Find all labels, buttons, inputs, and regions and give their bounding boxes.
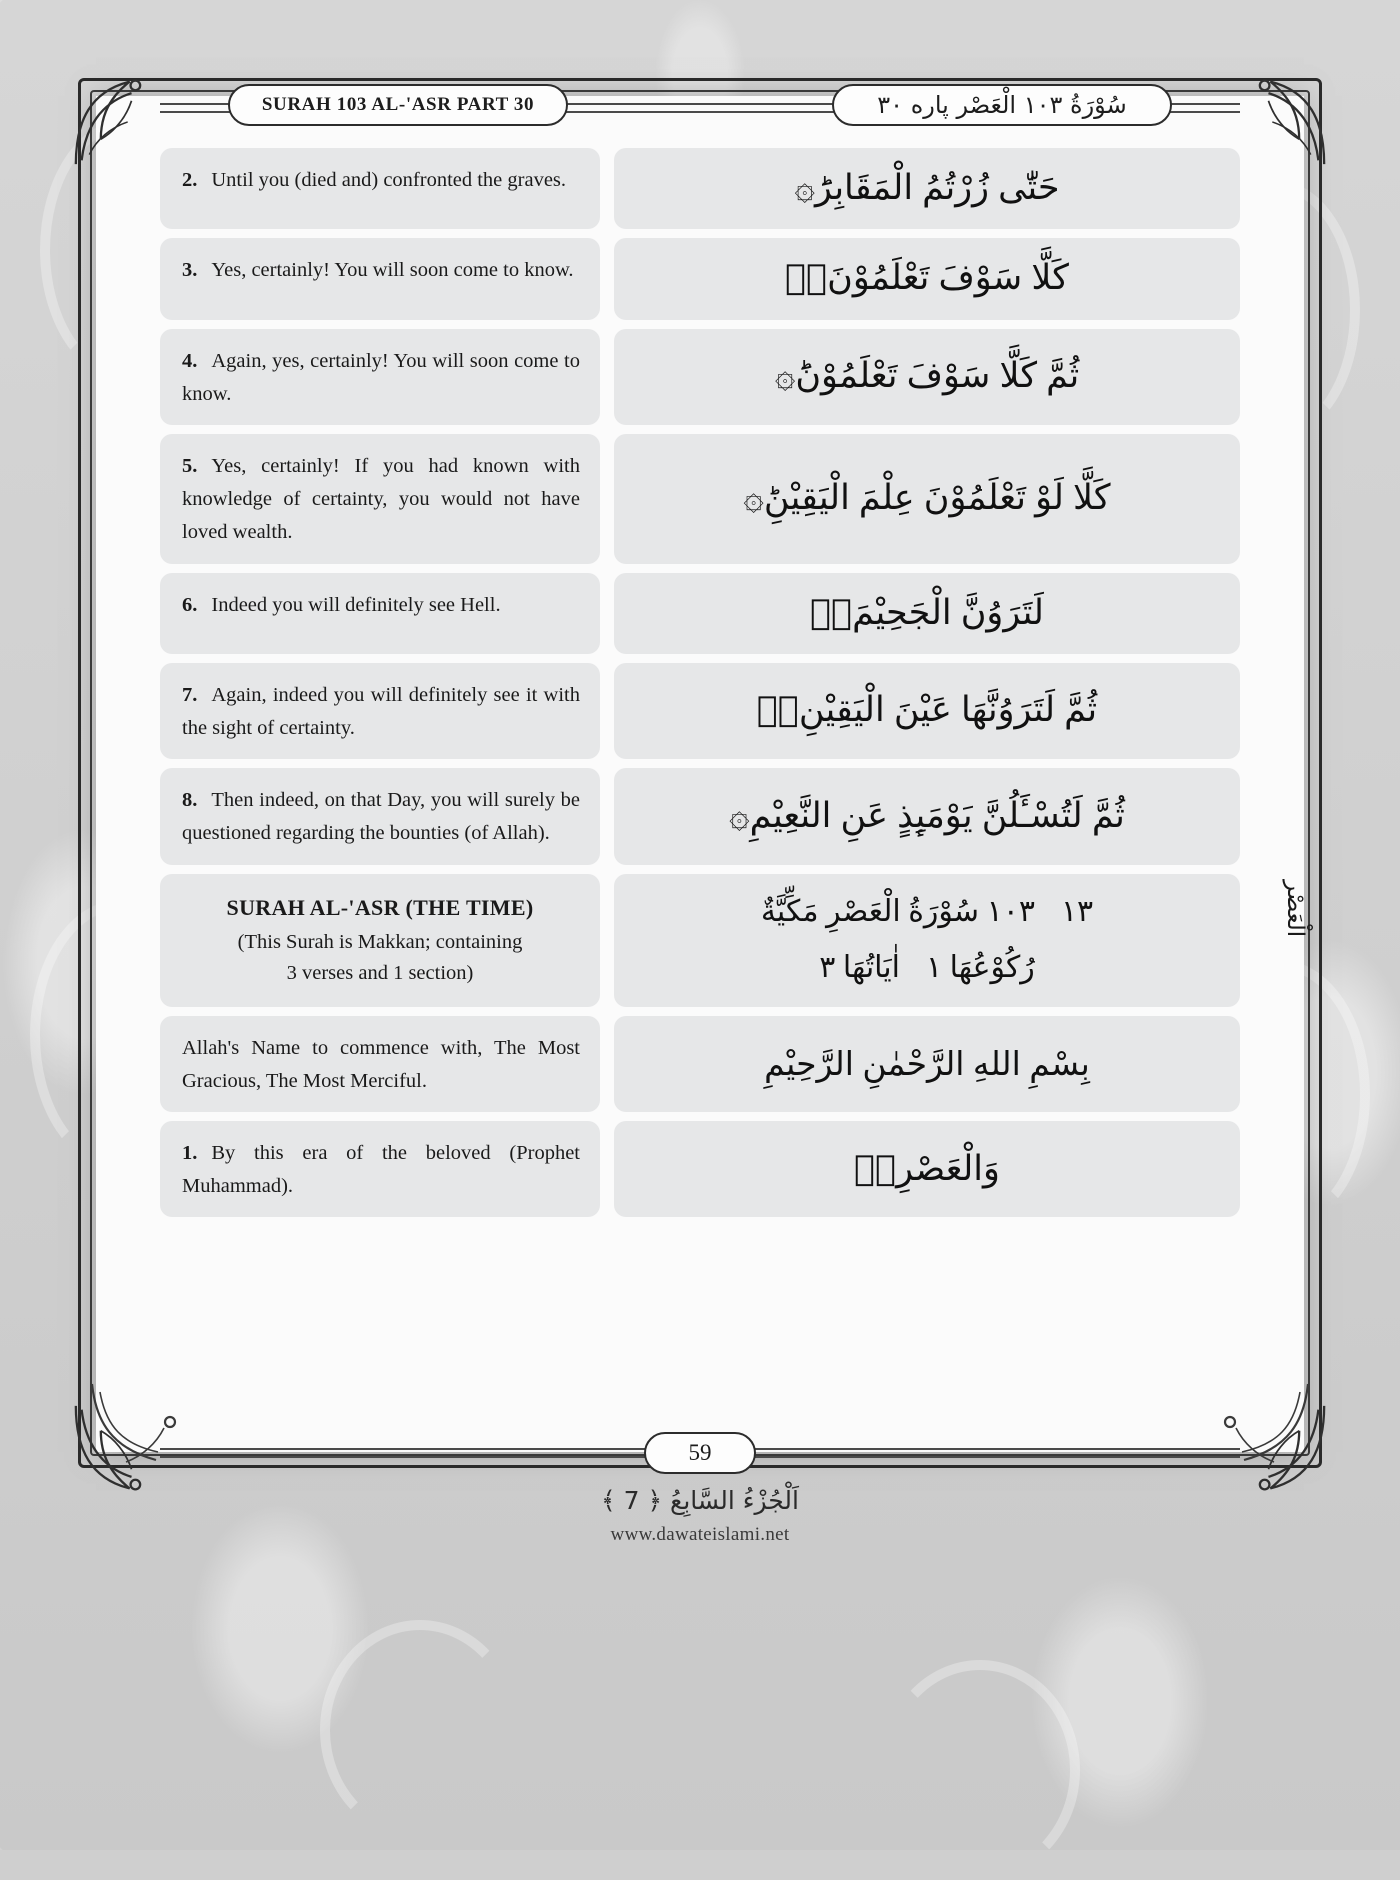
verse-translation-cell — [160, 573, 600, 654]
surah-heading-english-cell — [160, 874, 600, 1007]
verse-translation-text: By this era of the beloved (Prophet Muhammad). — [182, 1141, 580, 1198]
corner-ornament-icon — [72, 72, 168, 168]
verse-arabic-cell: ثُمَّ لَتَرَوُنَّهَا عَيْنَ الْيَقِيْنِۙ۞ — [614, 663, 1240, 759]
surah-heading-arabic-line1 — [761, 886, 1093, 939]
page-number: 59 — [644, 1432, 756, 1474]
verse-row — [160, 1121, 1240, 1217]
surah-heading-arabic-ayat: اٰیَاتُهَا ٣ — [819, 950, 900, 986]
verse-number: 4. — [182, 349, 198, 372]
verse-number: 1. — [182, 1141, 198, 1164]
verse-arabic-cell: حَتّٰى زُرْتُمُ الْمَقَابِرَؕ۞ — [614, 148, 1240, 229]
header-title-english: SURAH 103 AL-'ASR PART 30 — [261, 94, 535, 115]
verse-translation-cell — [160, 768, 600, 864]
verse-row — [160, 329, 1240, 425]
verse-translation-text: Until you (died and) confronted the graves. — [211, 169, 567, 191]
verse-number: 2. — [182, 169, 198, 191]
verse-row — [160, 663, 1240, 759]
verse-translation-text: Again, yes, certainly! You will soon come to know. — [182, 349, 580, 405]
verse-translation-cell — [160, 148, 600, 229]
verse-translation-text: Then indeed, on that Day, you will surely be questioned regarding the bounties (of Allah). — [182, 789, 580, 845]
verse-number: 3. — [182, 259, 198, 282]
verse-translation-text: Indeed you will definitely see Hell. — [211, 593, 501, 616]
surah-heading-subtitle-line1: (This Surah is Makkan; containing — [237, 931, 523, 954]
page-header — [160, 84, 1240, 128]
surah-heading-row — [160, 874, 1240, 1007]
surah-heading-arabic-name: ١٠٣ سُوْرَةُ الْعَصْرِ مَكِّيَّةٌ — [760, 893, 1035, 929]
verse-arabic-cell: ثُمَّ لَتُسْـَٔلُنَّ يَوْمَىِٕذٍ عَنِ النَّعِيْمِ۞ — [614, 768, 1240, 864]
verse-arabic-cell: لَتَرَوُنَّ الْجَحِيْمَۙ۞ — [614, 573, 1240, 654]
header-title-arabic: سُوْرَةُ ١٠٣ الْعَصْر پاره ٣٠ — [877, 91, 1127, 119]
verse-arabic-cell: ثُمَّ كَلَّا سَوْفَ تَعْلَمُوْنَؕ۞ — [614, 329, 1240, 425]
bismillah-row — [160, 1016, 1240, 1112]
verse-translation-cell — [160, 329, 600, 425]
surah-heading-title: SURAH AL-'ASR (THE TIME) — [226, 894, 534, 920]
verse-number: 6. — [182, 593, 198, 616]
margin-surah-name-arabic: الْعَصْر — [1282, 880, 1308, 938]
verse-arabic-cell: كَلَّا لَوْ تَعْلَمُوْنَ عِلْمَ الْيَقِيْنِؕ۞ — [614, 434, 1240, 564]
background-swirl — [320, 1620, 520, 1840]
surah-heading-arabic-verse-count-badge: ١٣ — [1060, 893, 1094, 929]
verse-arabic-cell: وَالْعَصْرِۙ۞ — [614, 1121, 1240, 1217]
verse-translation-cell — [160, 434, 600, 564]
footer-juz-label-arabic: اَلْجُزْءُ السَّابِعُ ﴿ 7 ﴾ — [600, 1486, 799, 1515]
bismillah-arabic-cell: بِسْمِ اللهِ الرَّحْمٰنِ الرَّحِيْمِ — [614, 1016, 1240, 1112]
verse-row — [160, 148, 1240, 229]
background-swirl — [880, 1660, 1080, 1880]
verse-translation-text: Again, indeed you will definitely see it with the sight of certainty. — [182, 683, 580, 739]
verse-translation-cell — [160, 663, 600, 759]
surah-heading-subtitle-line2: 3 verses and 1 section) — [286, 961, 474, 984]
bismillah-translation-cell: Allah's Name to commence with, The Most Gracious, The Most Merciful. — [160, 1016, 600, 1112]
verse-translation-cell — [160, 1121, 600, 1217]
verse-arabic-cell: كَلَّا سَوْفَ تَعْلَمُوْنَۙ۞ — [614, 238, 1240, 319]
verse-row — [160, 238, 1240, 319]
verse-number: 5. — [182, 454, 198, 477]
verse-row — [160, 434, 1240, 564]
footer-website-url: www.dawateislami.net — [610, 1524, 790, 1545]
verse-row — [160, 768, 1240, 864]
corner-ornament-icon — [1232, 72, 1328, 168]
verse-number: 8. — [182, 789, 198, 812]
verse-row — [160, 573, 1240, 654]
verse-translation-text: Yes, certainly! You will soon come to know. — [211, 259, 574, 282]
surah-heading-arabic-line2 — [819, 942, 1035, 995]
verse-number: 7. — [182, 683, 198, 706]
verse-list — [160, 148, 1240, 1217]
verse-translation-text: Yes, certainly! If you had known with knowledge of certainty, you would not have loved wealth. — [182, 454, 580, 544]
page-footer — [160, 1432, 1240, 1476]
surah-heading-arabic-ruku: رُكُوْعُهَا ١ — [926, 950, 1035, 986]
verse-translation-cell — [160, 238, 600, 319]
header-surah-label-arabic — [832, 84, 1172, 126]
header-surah-label-english — [228, 84, 568, 126]
surah-heading-arabic-cell — [614, 874, 1240, 1007]
